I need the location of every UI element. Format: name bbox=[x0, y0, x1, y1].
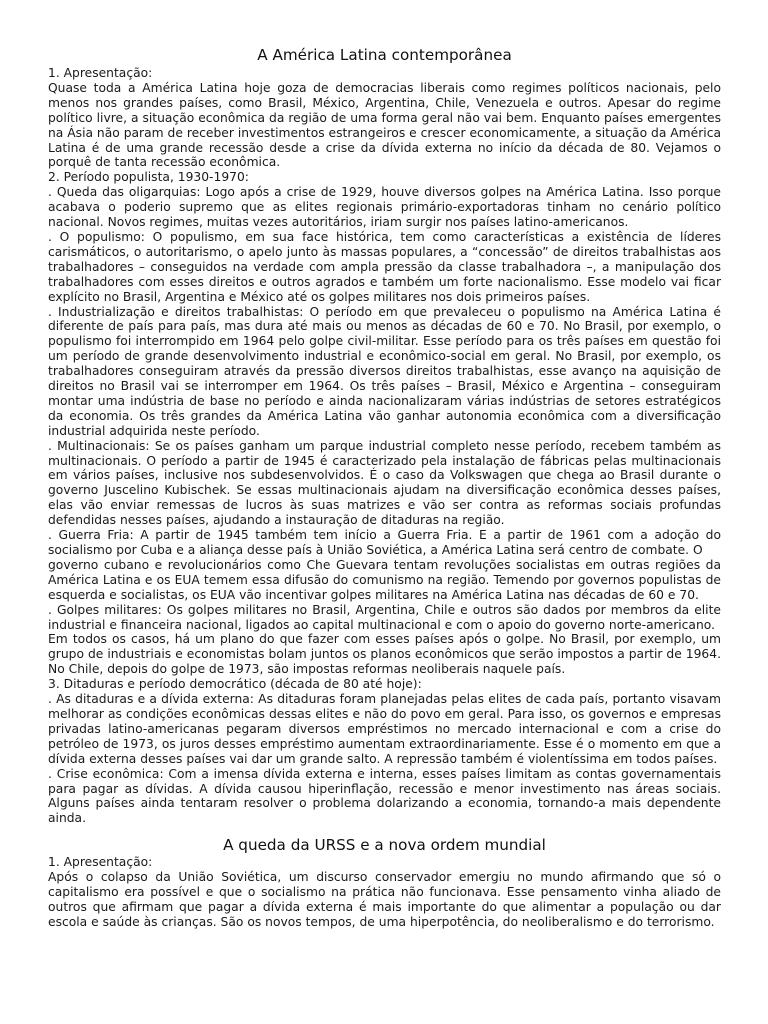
section-heading-2: 1. Apresentação: bbox=[48, 855, 153, 870]
document-title: A América Latina contemporânea bbox=[257, 46, 512, 64]
section-heading: 1. Apresentação: bbox=[48, 66, 153, 80]
paragraph-em-todos: Em todos os casos, há um plano do que fazer com esses países após o golpe. No Brasil, por exemplo, um grupo de industriais e economistas bolam juntos os planos econômicos que serão impostos a partir de 1964. No Chile, depois do golpe de 1973, são impostas reformas neoliberais naquele país. bbox=[48, 632, 721, 677]
section-heading-ditaduras: 3. Ditaduras e período democrático (década de 80 até hoje): bbox=[48, 677, 422, 692]
paragraph-crise: . Crise econômica: Com a imensa dívida externa e interna, esses países limitam as contas governamentais para pagar as dívidas. A dívida causou hiperinflação, recessão e menor investimento nas áreas sociais. Alguns países ainda tentaram resolver o problema dolarizando a economia, tornando-a mais dependente ainda. bbox=[48, 766, 721, 826]
paragraph-multinacionais: . Multinacionais: Se os países ganham um parque industrial completo nesse período, recebem também as multinacionais. O período a partir de 1945 é caracterizado pela instalação de fábricas pelas multinacionais em vários países, inclusive nos subdesenvolvidos. É o caso da Volkswagen que chega ao Brasil durante o governo Juscelino Kubischek. Se essas multinacionais ajudam na diversificação econômica desses países, elas vão enviar remessas de lucros às suas matrizes e vão ser contra as reformas sociais profundas defendidas nesses países, ajudando a instauração de ditaduras na região. bbox=[48, 438, 721, 528]
document-page bbox=[48, 45, 721, 930]
section-heading-populista: 2. Período populista, 1930-1970: bbox=[48, 170, 249, 185]
paragraph-golpes: . Golpes militares: Os golpes militares no Brasil, Argentina, Chile e outros são dados por membros da elite industrial e financeira nacional, ligados ao capital multinacional e com o apoio do governo norte-americano. bbox=[48, 602, 721, 632]
paragraph-urss-intro: Após o colapso da União Soviética, um discurso conservador emergiu no mundo afirmando que só o capitalismo era possível e que o socialismo na prática não funcionava. Esse pensamento vinha aliado de outros que afirmam que pagar a dívida externa é mais importante do que alimentar a população ou dar escola e saúde às crianças. São os novos tempos, de uma hiperpotência, do neoliberalismo e do terrorismo. bbox=[48, 870, 721, 929]
paragraph-guerra-fria: . Guerra Fria: A partir de 1945 também tem início a Guerra Fria. E a partir de 1961 com a adoção do socialismo por Cuba e a aliança desse país à União Soviética, a América Latina será centro de combate. O bbox=[48, 528, 721, 557]
paragraph-guerra-fria-cont: governo cubano e revolucionários como Che Guevara tentam revoluções socialistas em outras regiões da América Latina e os EUA temem essa difusão do comunismo na região. Temendo por governos populistas de esquerda e socialistas, os EUA vão incentivar golpes militares na América Latina nas décadas de 60 e 70. bbox=[48, 557, 721, 602]
paragraph-industrializacao: . Industrialização e direitos trabalhistas: O período em que prevaleceu o populismo na América Latina é diferente de país para país, mas dura até mais ou menos as décadas de 60 e 70. No Brasil, por exemplo, o populismo foi interrompido em 1964 pelo golpe civil-militar. Esse período para os três países em questão foi um período de grande desenvolvimento industrial e econômico-social em geral. No Brasil, por exemplo, os trabalhadores conseguiram através da pressão diversos direitos trabalhistas, esse avanço na aquisição de direitos no Brasil vai se interromper em 1964. Os três países – Brasil, México e Argentina – conseguiram montar uma indústria de base no período e ainda nacionalizaram várias indústrias de setores estratégicos da economia. Os três grandes da América Latina vão ganhar autonomia econômica com a diversificação industrial adquirida neste período. bbox=[48, 304, 721, 438]
second-title: A queda da URSS e a nova ordem mundial bbox=[223, 836, 546, 855]
paragraph-divida: . As ditaduras e a dívida externa: As ditaduras foram planejadas pelas elites de cada país, portanto visavam melhorar as condições econômicas dessas elites e não do povo em geral. Para isso, os governos e empresas privadas latino-americanas pegaram diversos empréstimos no mercado internacional e com a crise do petróleo de 1973, os juros desses empréstimo aumentam extraordinariamente. Esse é o momento em que a dívida externa desses países vai dar um grande salto. A repressão também é violentíssima em todos países. bbox=[48, 692, 721, 766]
paragraph-oligarquias: . Queda das oligarquias: Logo após a crise de 1929, houve diversos golpes na América Latina. Isso porque acabava o poderio supremo que as elites regionais primário-exportadoras tinham no cenário político nacional. Novos regimes, muitas vezes autoritários, iriam surgir nos países latino-americanos. bbox=[48, 185, 721, 230]
paragraph-intro: Quase toda a América Latina hoje goza de democracias liberais como regimes políticos nacionais, pelo menos nos grandes países, como Brasil, México, Argentina, Chile, Venezuela e outros. Apesar do regime político livre, a situação econômica da região de uma forma geral não vai bem. Enquanto países emergentes na Ásia não param de receber investimentos estrangeiros e crescer economicamente, a situação da América Latina é de uma grande recessão desde a crise da dívida externa no início da década de 80. Vejamos o porquê de tanta recessão econômica. bbox=[48, 80, 721, 170]
paragraph-populismo: . O populismo: O populismo, em sua face histórica, tem como características a existência de líderes carismáticos, o autoritarismo, o apelo junto às massas populares, a “concessão” de direitos trabalhistas aos trabalhadores – conseguidos na verdade com ampla pressão da classe trabalhadora –, a manipulação dos trabalhadores com esses direitos e outros agrados e também um forte nacionalismo. Esse modelo vai ficar explícito no Brasil, Argentina e México até os golpes militares nos dois primeiros países. bbox=[48, 229, 721, 304]
